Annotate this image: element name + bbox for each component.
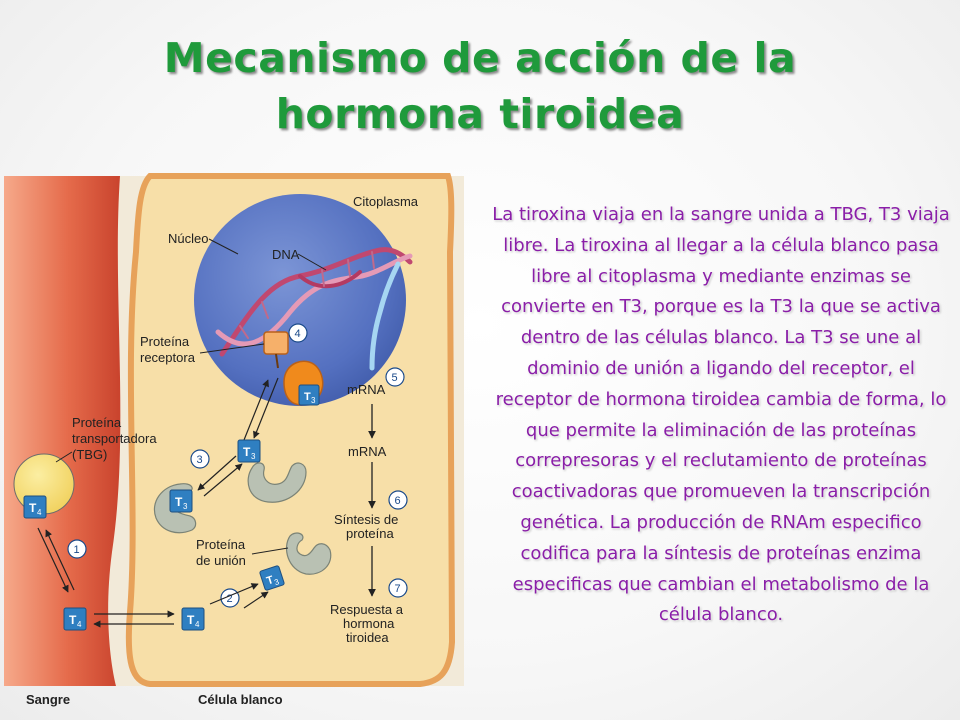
svg-text:3: 3: [273, 577, 281, 588]
label-respuesta-2: hormona: [343, 616, 395, 631]
svg-text:1: 1: [73, 544, 80, 556]
svg-text:T: T: [175, 495, 183, 509]
description-text: La tiroxina viaja en la sangre unida a TBG, T3 viaja libre. La tiroxina al llegar a la célula blanco pasa libre al citoplasma y mediante enzimas se convierte en T3, porque es la T3 la que se activa dentro de las células blanco. La T3 se une al dominio de unión a ligando del receptor, el receptor de hormona tiroidea cambia de forma, lo que permite la eliminación de las proteínas correpresoras y el reclutamiento de proteínas coactivadoras que promueven la transcripción genética. La producción de RNAm especifico codifica para la síntesis de proteínas enzima especificas que cambian el metabolismo de la célula blanco.: [492, 204, 950, 626]
label-celula-blanco: Célula blanco: [198, 692, 283, 707]
label-sangre: Sangre: [26, 692, 71, 707]
title-line-2: hormona tiroidea: [275, 90, 685, 138]
step-4-marker: [289, 324, 307, 342]
page-title: [0, 30, 960, 142]
label-nucleo: Núcleo: [168, 231, 209, 246]
label-proteina-receptora-1: Proteína: [140, 334, 190, 349]
thyroid-mechanism-diagram: [0, 172, 480, 720]
step-3-marker: [191, 450, 209, 468]
svg-text:7: 7: [394, 583, 401, 595]
t3-cytoplasm: [238, 440, 260, 462]
svg-text:3: 3: [251, 452, 256, 461]
label-respuesta-3: tiroidea: [346, 630, 389, 645]
label-tbg-1: Proteína: [72, 415, 122, 430]
label-mrna-cyto: mRNA: [348, 444, 387, 459]
label-respuesta-1: Respuesta a: [330, 602, 403, 617]
label-citoplasma: Citoplasma: [353, 194, 419, 209]
label-dna: DNA: [272, 247, 300, 262]
svg-text:2: 2: [226, 593, 233, 605]
step-6-marker: [389, 491, 407, 509]
svg-text:4: 4: [37, 508, 42, 517]
svg-text:T: T: [304, 391, 311, 403]
label-sintesis-1: Síntesis de: [334, 512, 399, 527]
svg-text:3: 3: [196, 454, 203, 466]
label-tbg-3: (TBG): [72, 447, 108, 462]
svg-text:3: 3: [311, 396, 316, 405]
svg-text:4: 4: [195, 620, 200, 629]
svg-text:3: 3: [183, 502, 188, 511]
t3-bound-receptor: [299, 385, 319, 405]
label-union-1: Proteína: [196, 537, 246, 552]
t4-free-blood: [64, 608, 86, 630]
label-tbg-2: transportadora: [72, 431, 157, 446]
svg-text:6: 6: [394, 495, 401, 507]
label-union-2: de unión: [196, 553, 246, 568]
title-line-1: Mecanismo de acción de la: [163, 34, 797, 82]
step-5-marker: [386, 368, 404, 386]
svg-text:4: 4: [294, 328, 301, 340]
t4-inside-cell: [182, 608, 204, 630]
svg-text:T: T: [29, 501, 37, 515]
svg-text:T: T: [69, 613, 77, 627]
label-sintesis-2: proteína: [346, 526, 394, 541]
svg-text:T: T: [265, 573, 276, 588]
svg-text:5: 5: [391, 372, 398, 384]
label-proteina-receptora-2: receptora: [140, 350, 195, 365]
svg-text:T: T: [187, 613, 195, 627]
step-7-marker: [389, 579, 407, 597]
step-1-marker: [68, 540, 86, 558]
svg-text:4: 4: [77, 620, 82, 629]
label-mrna-nuclear: mRNA: [347, 382, 386, 397]
svg-text:T: T: [243, 445, 251, 459]
